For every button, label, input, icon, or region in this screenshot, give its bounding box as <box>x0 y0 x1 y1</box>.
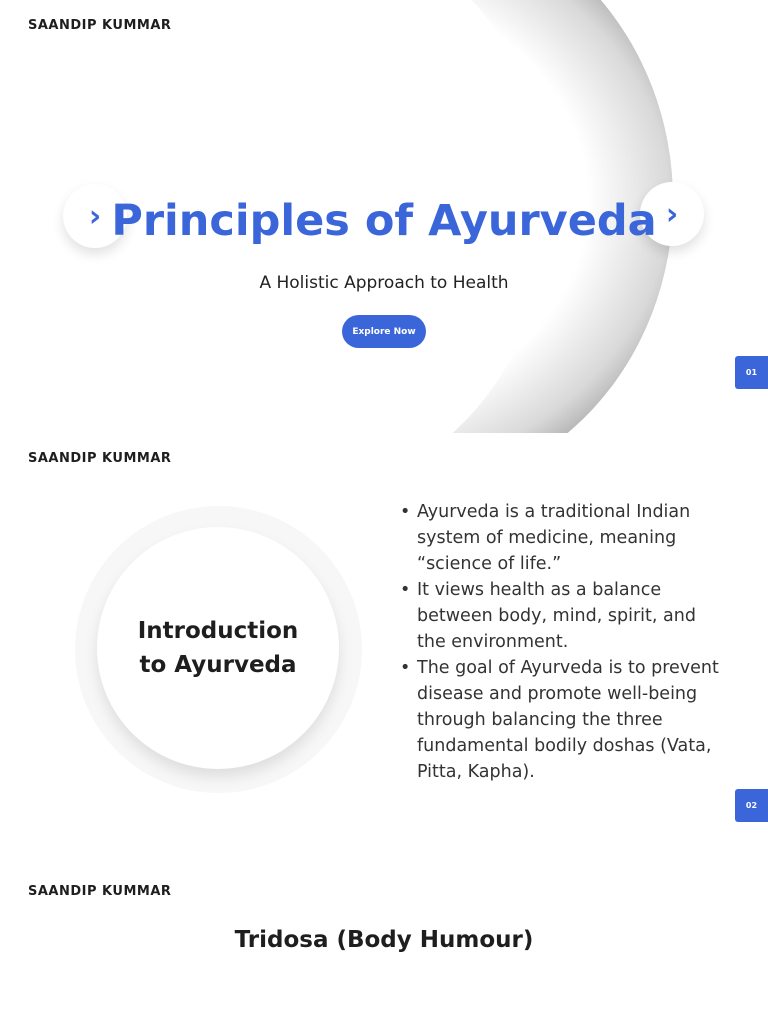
bullet-list <box>398 499 728 785</box>
chevron-right-icon: › <box>665 196 679 232</box>
author-name: SAANDIP KUMMAR <box>28 884 172 899</box>
slide-3 <box>0 866 768 1024</box>
page-number-badge: 01 <box>735 356 768 389</box>
slide-subtitle: A Holistic Approach to Health <box>259 273 509 293</box>
title-circle <box>97 527 339 769</box>
author-name: SAANDIP KUMMAR <box>28 18 172 33</box>
slide-2 <box>0 433 768 866</box>
slide-1 <box>0 0 768 433</box>
explore-now-button[interactable]: Explore Now <box>342 315 426 348</box>
chevron-right-icon: › <box>88 198 102 234</box>
bullet-item: • The goal of Ayurveda is to prevent disease and promote well-being through balancing the three fundamental bodily doshas (Vata, Pitta, Kapha). <box>398 655 728 785</box>
slide-title: Tridosa (Body Humour) <box>234 927 534 953</box>
slide-title: Introduction to Ayurveda <box>137 618 299 678</box>
bullet-item: • Ayurveda is a traditional Indian system of medicine, meaning “science of life.” <box>398 499 728 577</box>
slide-title: Principles of Ayurveda <box>111 196 657 246</box>
bullet-item: • It views health as a balance between body, mind, spirit, and the environment. <box>398 577 728 655</box>
page-number-badge: 02 <box>735 789 768 822</box>
author-name: SAANDIP KUMMAR <box>28 451 172 466</box>
